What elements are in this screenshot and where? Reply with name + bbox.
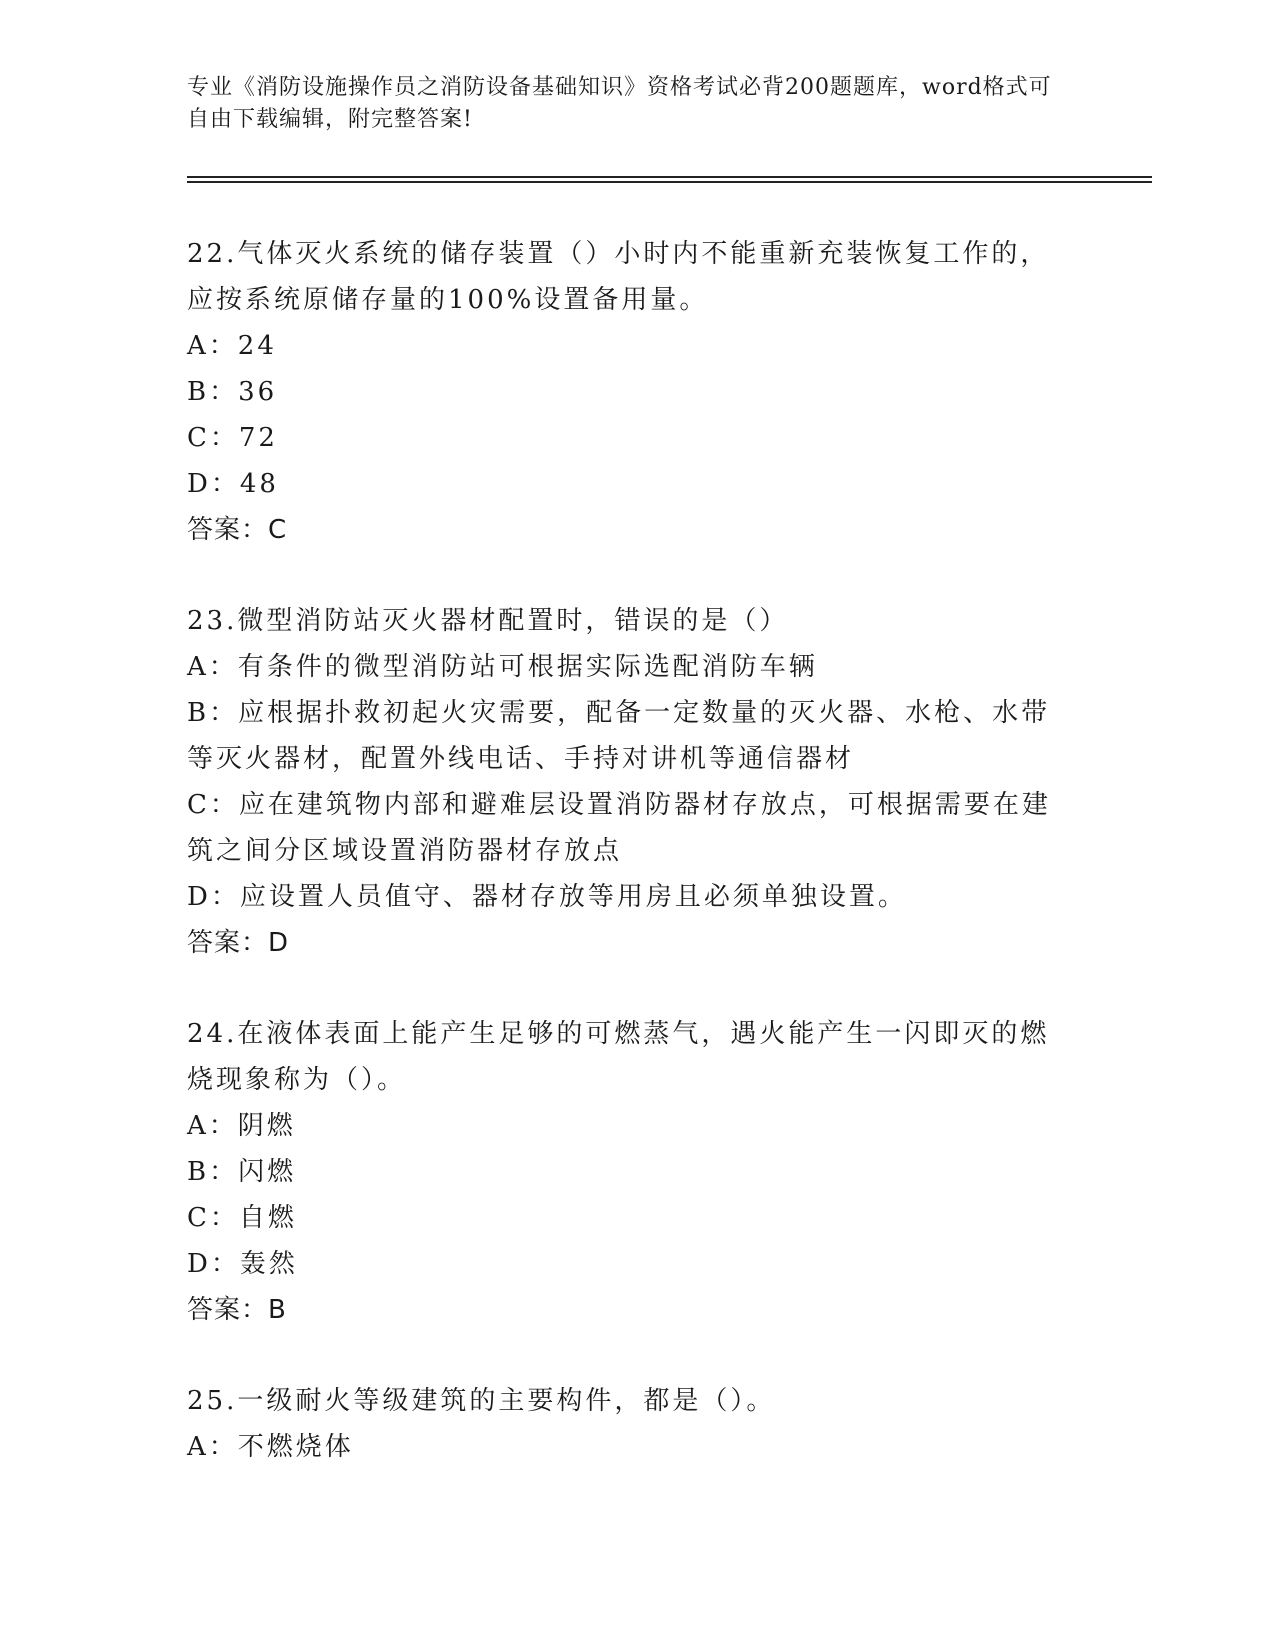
option-a: A：有条件的微型消防站可根据实际选配消防车辆 [187, 652, 818, 682]
question-24 [187, 1011, 1077, 1333]
option-d: D：应设置人员值守、器材存放等用房且必须单独设置。 [187, 882, 907, 912]
question-list [187, 231, 1077, 1470]
option-a: A：不燃烧体 [187, 1432, 354, 1462]
option-b: B：闪燃 [187, 1157, 297, 1187]
option-b: B：36 [187, 377, 278, 407]
option-b: B：应根据扑救初起火灾需要，配备一定数量的灭火器、水枪、水带等灭火器材，配置外线电话、手持对讲机等通信器材 [187, 698, 1051, 774]
option-c: C：自燃 [187, 1203, 297, 1233]
answer: 答案：C [187, 515, 288, 545]
answer: 答案：B [187, 1295, 287, 1325]
question-text: 22.气体灭火系统的储存装置（）小时内不能重新充装恢复工作的，应按系统原储存量的100%设置备用量。 [187, 239, 1050, 315]
option-d: D：轰然 [187, 1249, 298, 1279]
document-header: 专业《消防设施操作员之消防设备基础知识》资格考试必背200题题库，word格式可自由下载编辑，附完整答案! [187, 75, 1052, 132]
option-c: C：72 [187, 423, 278, 453]
answer: 答案：D [187, 928, 290, 958]
question-spacer [187, 553, 1077, 598]
question-text: 25.一级耐火等级建筑的主要构件，都是（）。 [187, 1386, 776, 1416]
question-25 [187, 1378, 1077, 1470]
header-rule-bottom [187, 181, 1152, 183]
option-a: A：阴燃 [187, 1111, 296, 1141]
header-rule-top [187, 176, 1152, 178]
question-spacer [187, 966, 1077, 1011]
option-d: D：48 [187, 469, 279, 499]
question-text: 23.微型消防站灭火器材配置时，错误的是（） [187, 606, 789, 636]
question-22 [187, 231, 1077, 553]
option-c: C：应在建筑物内部和避难层设置消防器材存放点，可根据需要在建筑之间分区域设置消防器材存放点 [187, 790, 1051, 866]
question-spacer [187, 1333, 1077, 1378]
option-a: A：24 [187, 331, 277, 361]
question-text: 24.在液体表面上能产生足够的可燃蒸气，遇火能产生一闪即灭的燃烧现象称为（）。 [187, 1019, 1050, 1095]
question-23 [187, 598, 1077, 966]
